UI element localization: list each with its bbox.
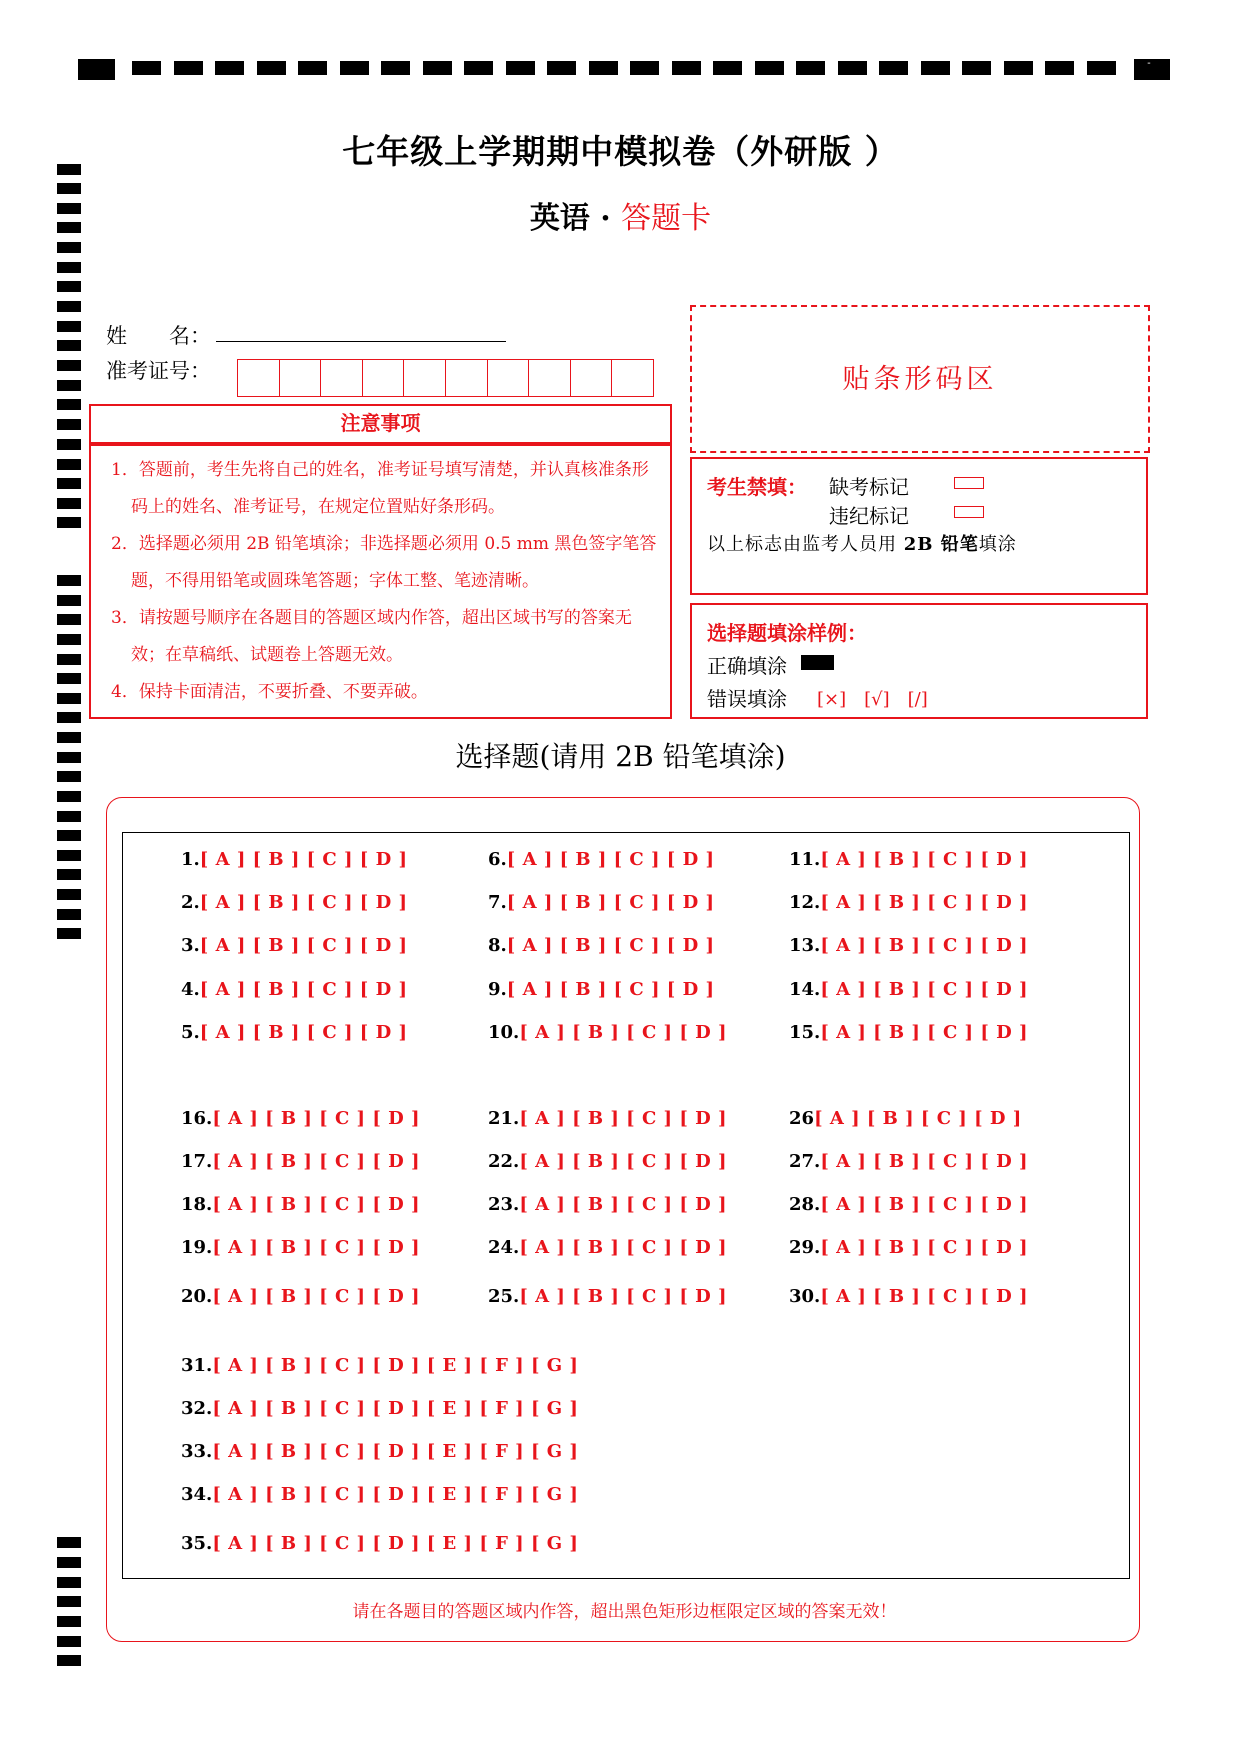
question-number: 1.: [181, 849, 200, 870]
timing-mark: [57, 634, 81, 645]
notice-box: [89, 444, 672, 719]
corner-mark-text: -: [1147, 58, 1151, 69]
question-number: 3.: [181, 935, 200, 956]
question-item: [181, 1355, 578, 1376]
notice-item: 3．请按题号顺序在各题目的答题区域内作答，超出区域书写的答案无效；在草稿纸、试题卷上答题无效。: [111, 608, 632, 665]
fill-example-title: 选择题填涂样例：: [707, 621, 867, 645]
question-item: [488, 1022, 727, 1043]
question-item: [488, 1194, 727, 1215]
name-label: 姓 名：: [106, 324, 211, 348]
question-number: 10.: [488, 1022, 520, 1043]
notice-title: 注意事项: [340, 411, 421, 435]
question-number: 20.: [181, 1286, 213, 1307]
question-item: [181, 1151, 420, 1172]
timing-mark: [257, 61, 286, 75]
timing-mark: [755, 61, 784, 75]
question-number: 28.: [789, 1194, 821, 1215]
question-item: [488, 1151, 727, 1172]
answer-options[interactable]: [ A ] [ B ] [ C ] [ D ]: [199, 849, 408, 870]
question-number: 14.: [789, 979, 821, 1000]
question-number: 23.: [488, 1194, 520, 1215]
question-item: [789, 1022, 1028, 1043]
question-number: 13.: [789, 935, 821, 956]
question-number: 35.: [181, 1533, 213, 1554]
question-number: 17.: [181, 1151, 213, 1172]
violation-label: 违纪标记: [829, 504, 909, 528]
notice-item: 1．答题前，考生先将自己的姓名，准考证号填写清楚，并认真核准条形码上的姓名、准考证号，在规定位置贴好条形码。: [111, 460, 649, 517]
note-suffix: 填涂: [978, 534, 1017, 555]
exam-id-digit-box[interactable]: [445, 359, 488, 397]
answer-options[interactable]: [ A ] [ B ] [ C ] [ D ]: [820, 892, 1029, 913]
question-number: 4.: [181, 979, 200, 1000]
title-dot: ·: [600, 201, 611, 236]
question-number: 34.: [181, 1484, 213, 1505]
notice-item: 4．保持卡面清洁，不要折叠、不要弄破。: [111, 682, 428, 702]
question-item: [789, 892, 1028, 913]
question-number: 7.: [488, 892, 507, 913]
exam-id-digit-box[interactable]: [570, 359, 613, 397]
timing-mark: [57, 673, 81, 684]
answer-options[interactable]: [ A ] [ B ] [ C ] [ D ]: [519, 1022, 728, 1043]
forbidden-title: 考生禁填：: [707, 475, 807, 499]
question-item: [181, 1022, 407, 1043]
timing-mark: [57, 380, 81, 391]
question-item: [789, 979, 1028, 1000]
question-item: [789, 1194, 1028, 1215]
question-number: 30.: [789, 1286, 821, 1307]
timing-mark: [78, 59, 115, 80]
timing-mark: [57, 498, 81, 509]
answer-options[interactable]: [ A ] [ B ] [ C ] [ D ]: [820, 1237, 1029, 1258]
question-item: [789, 849, 1028, 870]
question-number: 15.: [789, 1022, 821, 1043]
exam-id-digit-box[interactable]: [320, 359, 363, 397]
timing-mark: [57, 281, 81, 292]
question-number: 27.: [789, 1151, 821, 1172]
answer-options[interactable]: [ A ] [ B ] [ C ] [ D ] [ E ] [ F ] [ G ]: [212, 1533, 579, 1554]
timing-mark: [57, 1557, 81, 1568]
exam-id-digit-box[interactable]: [362, 359, 405, 397]
question-number: 9.: [488, 979, 507, 1000]
answer-options[interactable]: [ A ] [ B ] [ C ] [ D ]: [519, 1194, 728, 1215]
question-number: 24.: [488, 1237, 520, 1258]
timing-mark: [57, 262, 81, 273]
timing-mark: [57, 1577, 81, 1588]
timing-mark: [57, 889, 81, 900]
answer-options[interactable]: [ A ] [ B ] [ C ] [ D ]: [199, 935, 408, 956]
question-item: [789, 1151, 1028, 1172]
timing-mark: [57, 399, 81, 410]
exam-id-digit-box[interactable]: [487, 359, 530, 397]
answer-options[interactable]: [ A ] [ B ] [ C ] [ D ]: [212, 1237, 421, 1258]
question-number: 21.: [488, 1108, 520, 1129]
timing-mark: [298, 61, 327, 75]
answer-options[interactable]: [ A ] [ B ] [ C ] [ D ] [ E ] [ F ] [ G ]: [212, 1441, 579, 1462]
question-item: [789, 935, 1028, 956]
answer-options[interactable]: [ A ] [ B ] [ C ] [ D ]: [199, 979, 408, 1000]
question-number: 6.: [488, 849, 507, 870]
exam-id-digit-box[interactable]: [403, 359, 446, 397]
answer-options[interactable]: [ A ] [ B ] [ C ] [ D ]: [519, 1286, 728, 1307]
question-item: [789, 1237, 1028, 1258]
answer-options[interactable]: [ A ] [ B ] [ C ] [ D ]: [212, 1108, 421, 1129]
answer-options[interactable]: [ A ] [ B ] [ C ] [ D ]: [519, 1108, 728, 1129]
wrong-fill-samples: [×] [√] [/]: [817, 689, 928, 710]
timing-mark: [132, 61, 161, 75]
timing-mark: [464, 61, 493, 75]
answer-options[interactable]: [ A ] [ B ] [ C ] [ D ]: [820, 1022, 1029, 1043]
answer-options[interactable]: [ A ] [ B ] [ C ] [ D ]: [506, 892, 715, 913]
timing-mark: [340, 61, 369, 75]
timing-mark: [57, 614, 81, 625]
question-number: 5.: [181, 1022, 200, 1043]
answer-options[interactable]: [ A ] [ B ] [ C ] [ D ]: [820, 979, 1029, 1000]
question-item: [181, 1237, 420, 1258]
timing-mark: [57, 340, 81, 351]
answer-options[interactable]: [ A ] [ B ] [ C ] [ D ]: [212, 1194, 421, 1215]
answer-options[interactable]: [ A ] [ B ] [ C ] [ D ]: [820, 1194, 1029, 1215]
timing-mark: [57, 419, 81, 430]
answer-options[interactable]: [ A ] [ B ] [ C ] [ D ]: [506, 979, 715, 1000]
question-number: 25.: [488, 1286, 520, 1307]
name-field[interactable]: [216, 340, 506, 342]
answer-options[interactable]: [ A ] [ B ] [ C ] [ D ]: [199, 892, 408, 913]
answer-options[interactable]: [ A ] [ B ] [ C ] [ D ] [ E ] [ F ] [ G ]: [212, 1398, 579, 1419]
note-prefix: 以上标志由监考人员用: [707, 534, 904, 555]
question-item: [181, 849, 407, 870]
question-number: 33.: [181, 1441, 213, 1462]
question-number: 19.: [181, 1237, 213, 1258]
question-item: [181, 1484, 578, 1505]
forbidden-box: [690, 457, 1148, 595]
timing-mark: [713, 61, 742, 75]
timing-mark: [57, 517, 81, 528]
timing-mark: [57, 654, 81, 665]
timing-mark: [57, 1636, 81, 1647]
timing-mark: [962, 61, 991, 75]
exam-id-digit-box[interactable]: [237, 359, 280, 397]
forbidden-note: [707, 530, 1017, 556]
timing-mark: [796, 61, 825, 75]
barcode-label: 贴条形码区: [842, 364, 998, 395]
exam-id-digit-box[interactable]: [611, 359, 654, 397]
absent-box[interactable]: [954, 477, 984, 489]
exam-id-digit-box[interactable]: [528, 359, 571, 397]
wrong-fill-label: 错误填涂: [707, 687, 787, 711]
timing-mark: [589, 61, 618, 75]
question-item: [181, 979, 407, 1000]
answer-options[interactable]: [ A ] [ B ] [ C ] [ D ]: [820, 1151, 1029, 1172]
question-number: 2.: [181, 892, 200, 913]
question-number: 26: [789, 1108, 815, 1129]
answer-card-label: 答题卡: [621, 201, 712, 236]
timing-mark: [672, 61, 701, 75]
timing-mark: [1087, 61, 1116, 75]
notice-item: 2．选择题必须用 2B 铅笔填涂；非选择题必须用 0.5 mm 黑色签字笔答题，不得用铅笔或圆珠笔答题；字体工整、笔迹清晰。: [111, 534, 657, 591]
timing-mark: [57, 712, 81, 723]
question-number: 18.: [181, 1194, 213, 1215]
question-item: [181, 935, 407, 956]
answer-options[interactable]: [ A ] [ B ] [ C ] [ D ]: [506, 849, 715, 870]
answer-options[interactable]: [ A ] [ B ] [ C ] [ D ]: [820, 849, 1029, 870]
timing-mark: [57, 928, 81, 939]
timing-mark: [381, 61, 410, 75]
answer-options[interactable]: [ A ] [ B ] [ C ] [ D ]: [212, 1286, 421, 1307]
answer-options[interactable]: [ A ] [ B ] [ C ] [ D ]: [212, 1151, 421, 1172]
question-item: [488, 1108, 727, 1129]
question-item: [181, 1398, 578, 1419]
timing-mark: [57, 811, 81, 822]
question-item: [181, 892, 407, 913]
answer-options[interactable]: [ A ] [ B ] [ C ] [ D ]: [199, 1022, 408, 1043]
violation-box[interactable]: [954, 506, 984, 518]
answer-options[interactable]: [ A ] [ B ] [ C ] [ D ]: [519, 1237, 728, 1258]
answer-options[interactable]: [ A ] [ B ] [ C ] [ D ] [ E ] [ F ] [ G ]: [212, 1355, 579, 1376]
question-item: [181, 1533, 578, 1554]
card-title: [0, 193, 1241, 237]
timing-mark: [879, 61, 908, 75]
note-bold: 2B 铅笔: [903, 534, 979, 555]
answer-options[interactable]: [ A ] [ B ] [ C ] [ D ]: [506, 935, 715, 956]
timing-mark: [57, 478, 81, 489]
timing-mark: [57, 850, 81, 861]
exam-id-digit-box[interactable]: [279, 359, 322, 397]
timing-mark: [57, 909, 81, 920]
timing-mark: [57, 693, 81, 704]
answer-options[interactable]: [ A ] [ B ] [ C ] [ D ] [ E ] [ F ] [ G ]: [212, 1484, 579, 1505]
question-number: 29.: [789, 1237, 821, 1258]
question-number: 16.: [181, 1108, 213, 1129]
question-item: [488, 892, 714, 913]
timing-mark: [174, 61, 203, 75]
subject-label: 英语: [529, 201, 590, 236]
question-item: [789, 1286, 1028, 1307]
question-item: [181, 1441, 578, 1462]
question-number: 11.: [789, 849, 821, 870]
exam-id-label: 准考证号：: [106, 359, 211, 383]
timing-mark: [215, 61, 244, 75]
question-item: [488, 1237, 727, 1258]
question-item: [181, 1194, 420, 1215]
exam-title: 七年级上学期期中模拟卷（外研版 ）: [342, 132, 899, 171]
answer-options[interactable]: [ A ] [ B ] [ C ] [ D ]: [820, 935, 1029, 956]
timing-mark: [57, 830, 81, 841]
question-item: [181, 1108, 420, 1129]
question-item: [488, 849, 714, 870]
question-item: [488, 979, 714, 1000]
timing-mark: [57, 459, 81, 470]
question-item: [789, 1108, 1022, 1129]
correct-fill-sample: [801, 655, 834, 670]
answer-options[interactable]: [ A ] [ B ] [ C ] [ D ]: [519, 1151, 728, 1172]
timing-mark: [838, 61, 867, 75]
timing-mark: [57, 869, 81, 880]
question-item: [488, 935, 714, 956]
timing-mark: [57, 321, 81, 332]
timing-mark: [506, 61, 535, 75]
barcode-area: [690, 305, 1150, 453]
timing-mark: [57, 439, 81, 450]
question-number: 22.: [488, 1151, 520, 1172]
fill-example-box: [690, 603, 1148, 719]
question-item: [181, 1286, 420, 1307]
answer-options[interactable]: [ A ] [ B ] [ C ] [ D ]: [820, 1286, 1029, 1307]
timing-mark: [1004, 61, 1033, 75]
question-number: 8.: [488, 935, 507, 956]
question-number: 12.: [789, 892, 821, 913]
question-number: 32.: [181, 1398, 213, 1419]
timing-mark: [423, 61, 452, 75]
timing-mark: [57, 595, 81, 606]
timing-mark: [57, 1655, 81, 1666]
answer-options[interactable]: [ A ] [ B ] [ C ] [ D ]: [814, 1108, 1022, 1129]
question-item: [488, 1286, 727, 1307]
notice-header: [89, 404, 672, 444]
timing-mark: [57, 575, 81, 586]
timing-mark: [921, 61, 950, 75]
absent-label: 缺考标记: [829, 475, 909, 499]
timing-mark: [630, 61, 659, 75]
correct-fill-label: 正确填涂: [707, 654, 787, 678]
timing-mark: [57, 242, 81, 253]
question-number: 31.: [181, 1355, 213, 1376]
section-title: 选择题(请用 2B 铅笔填涂): [455, 740, 786, 773]
timing-mark: [57, 301, 81, 312]
footer-note: 请在各题目的答题区域内作答，超出黑色矩形边框限定区域的答案无效！: [352, 1602, 897, 1622]
timing-mark: [57, 360, 81, 371]
timing-mark: [547, 61, 576, 75]
timing-mark: [1045, 61, 1074, 75]
timing-mark: [57, 791, 81, 802]
timing-mark: [57, 1537, 81, 1548]
